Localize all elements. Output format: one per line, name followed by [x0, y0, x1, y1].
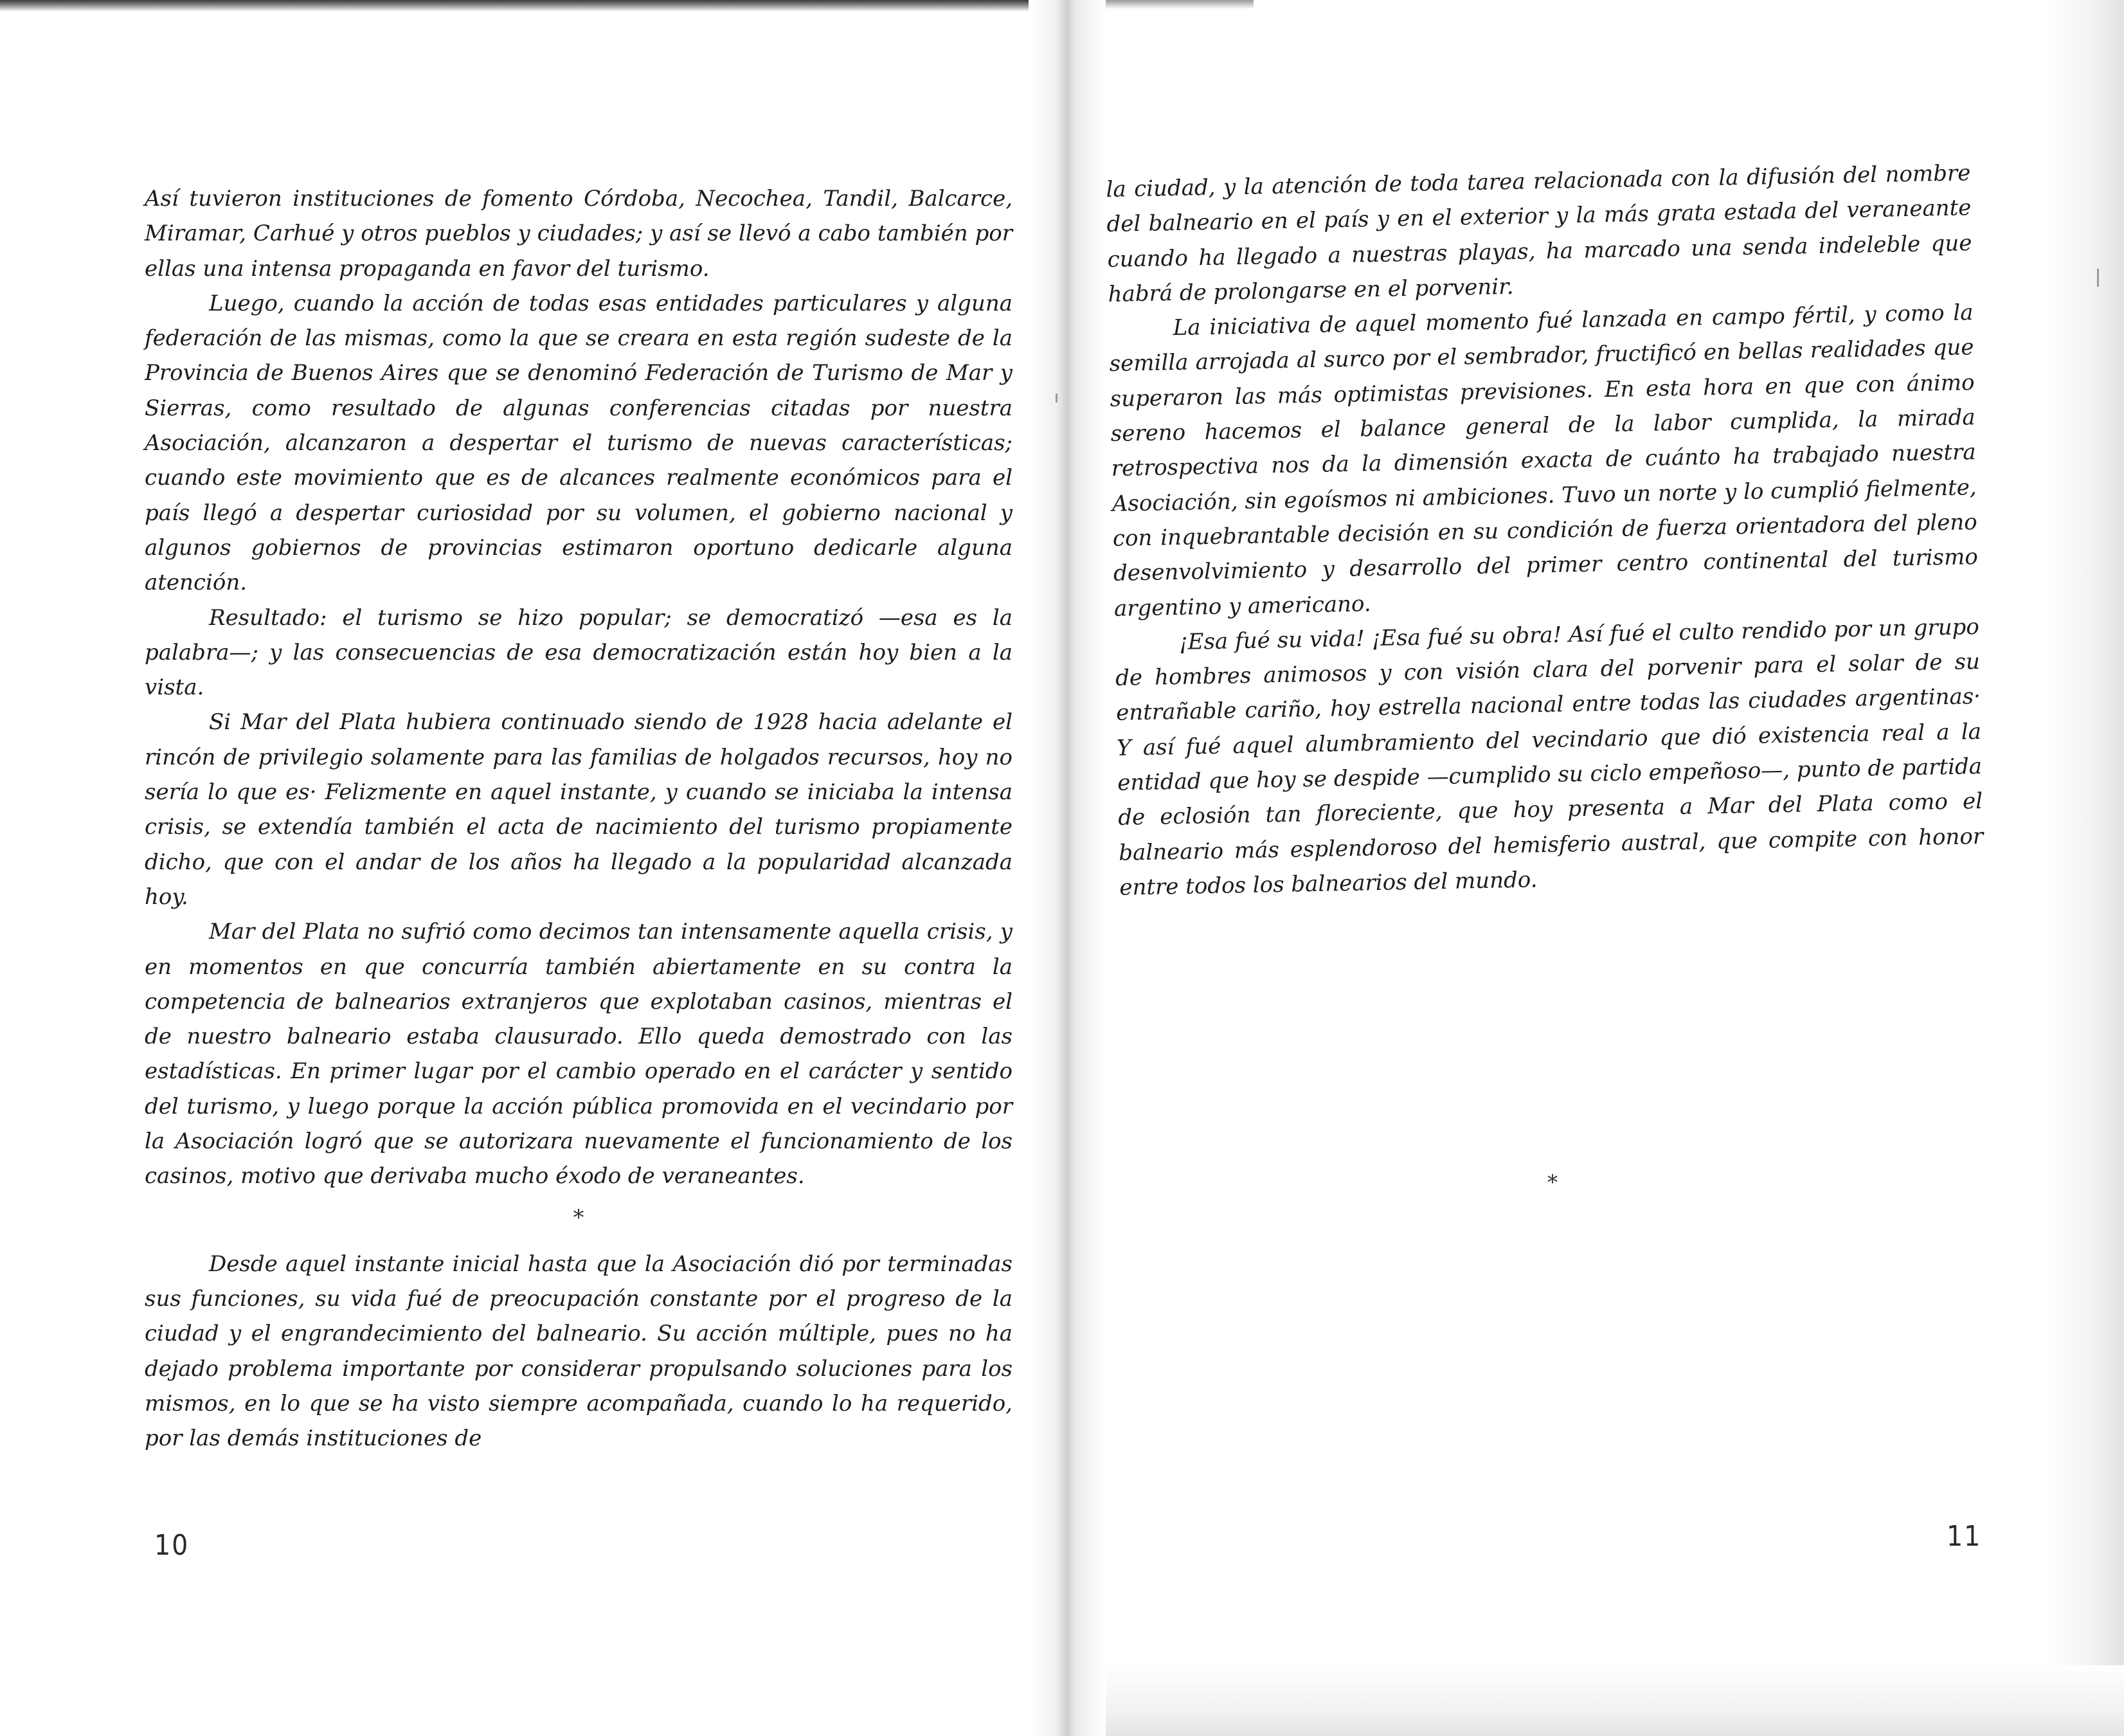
left-paragraph-6: Desde aquel instante inicial hasta que la Asociación dió por terminadas sus funciones, su vida fué de preocupación constante por el progreso de la ciudad y el engrandecimiento del balneario. Su acción múltiple, pues no ha dejado problema importante por considerar propulsando soluciones para los mismos, en lo que se ha visto siempre acompañada, cuando lo ha requerido, por las demás instituciones de: [145, 1251, 1013, 1452]
right-paragraph-1: la ciudad, y la atención de toda tarea relacionada con la difusión del nombre del balneario en el país y en el exterior y la más grata estada del veraneante cuando ha llegado a nuestras playas, ha marcado una senda indeleble que habrá de prolongarse en el porvenir.: [1106, 160, 1972, 307]
margin-mark: [2097, 269, 2099, 287]
section-separator-right: *: [1547, 1170, 1558, 1195]
left-page: [145, 181, 1013, 1456]
scan-top-shadow: [0, 0, 1061, 12]
left-paragraph-3: Resultado: el turismo se hizo popular; se democratizó —esa es la palabra—; y las consecuencias de esa democratización están hoy bien a la vista.: [145, 604, 1013, 701]
right-paragraph-3: ¡Esa fué su vida! ¡Esa fué su obra! Así fué el culto rendido por un grupo de hombres animosos y con visión clara del porvenir para el solar de su entrañable cariño, hoy estrella nacional entre todas las ciudades argentinas· Y así fué aquel alumbramiento del vecindario que dió existencia real a la entidad que hoy se despide —cumplido su ciclo empeñoso—, punto de partida de eclosión tan floreciente, que hoy presenta a Mar del Plata como el balneario más esplendoroso del hemisferio austral, que compite con honor entre todos los balnearios del mundo.: [1115, 613, 1984, 901]
right-paragraph-2: La iniciativa de aquel momento fué lanzada en campo fértil, y como la semilla arrojada al surco por el sembrador, fructificó en bellas realidades que superaron las más optimistas previsiones. En esta hora en que con ánimo sereno hacemos el balance general de la labor cumplida, la mirada retrospectiva nos da la dimensión exacta de cuánto ha trabajado nuestra Asociación, sin egoísmos ni ambiciones. Tuvo un norte y lo cumplió fielmente, con inquebrantable decisión en su condición de fuerza orientadora del pleno desenvolvimiento y desarrollo del primer centro continental del turismo argentino y americano.: [1109, 300, 1979, 622]
left-paragraph-1: Así tuvieron instituciones de fomento Córdoba, Necochea, Tandil, Balcarce, Miramar, Carhué y otros pueblos y ciudades; y así se llevó a cabo también por ellas una intensa propaganda en favor del turismo.: [145, 186, 1013, 282]
right-page: [1106, 156, 1985, 905]
book-gutter: [1029, 0, 1106, 1736]
left-paragraph-5: Mar del Plata no sufrió como decimos tan intensamente aquella crisis, y en momentos en que concurría también abiertamente en su contra la competencia de balnearios extranjeros que explotaban casinos, mientras el de nuestro balneario estaba clausurado. Ello queda demostrado con las estadísticas. En primer lugar por el cambio operado en el carácter y sentido del turismo, y luego porque la acción pública promovida en el vecindario por la Asociación logró que se autorizara nuevamente el funcionamiento de los casinos, motivo que derivaba mucho éxodo de veraneantes.: [145, 919, 1013, 1189]
left-paragraph-4: Si Mar del Plata hubiera continuado siendo de 1928 hacia adelante el rincón de privilegio solamente para las familias de holgados recursos, hoy no sería lo que es· Felizmente en aquel instante, y cuando se iniciaba la intensa crisis, se extendía también el acta de nacimiento del turismo propiamente dicho, que con el andar de los años ha llegado a la popularidad alcanzada hoy.: [145, 709, 1013, 910]
page-number-left: 10: [154, 1529, 190, 1562]
margin-mark: [1056, 393, 1058, 402]
page-right-edge-shadow: [2047, 0, 2124, 1736]
page-number-right: 11: [1947, 1520, 1982, 1553]
left-paragraph-2: Luego, cuando la acción de todas esas entidades particulares y alguna federación de las mismas, como la que se creara en esta región sudeste de la Provincia de Buenos Aires que se denominó Federación de Turismo de Mar y Sierras, como resultado de algunas conferencias citadas por nuestra Asociación, alcanzaron a despertar el turismo de nuevas características; cuando este movimiento que es de alcances realmente económicos para el país llegó a despertar curiosidad por su volumen, el gobierno nacional y algunos gobiernos de provincias estimaron oportuno dedicarle alguna atención.: [145, 290, 1013, 596]
section-separator: *: [573, 1204, 584, 1231]
page-bottom-edge-shadow: [1106, 1665, 2124, 1736]
